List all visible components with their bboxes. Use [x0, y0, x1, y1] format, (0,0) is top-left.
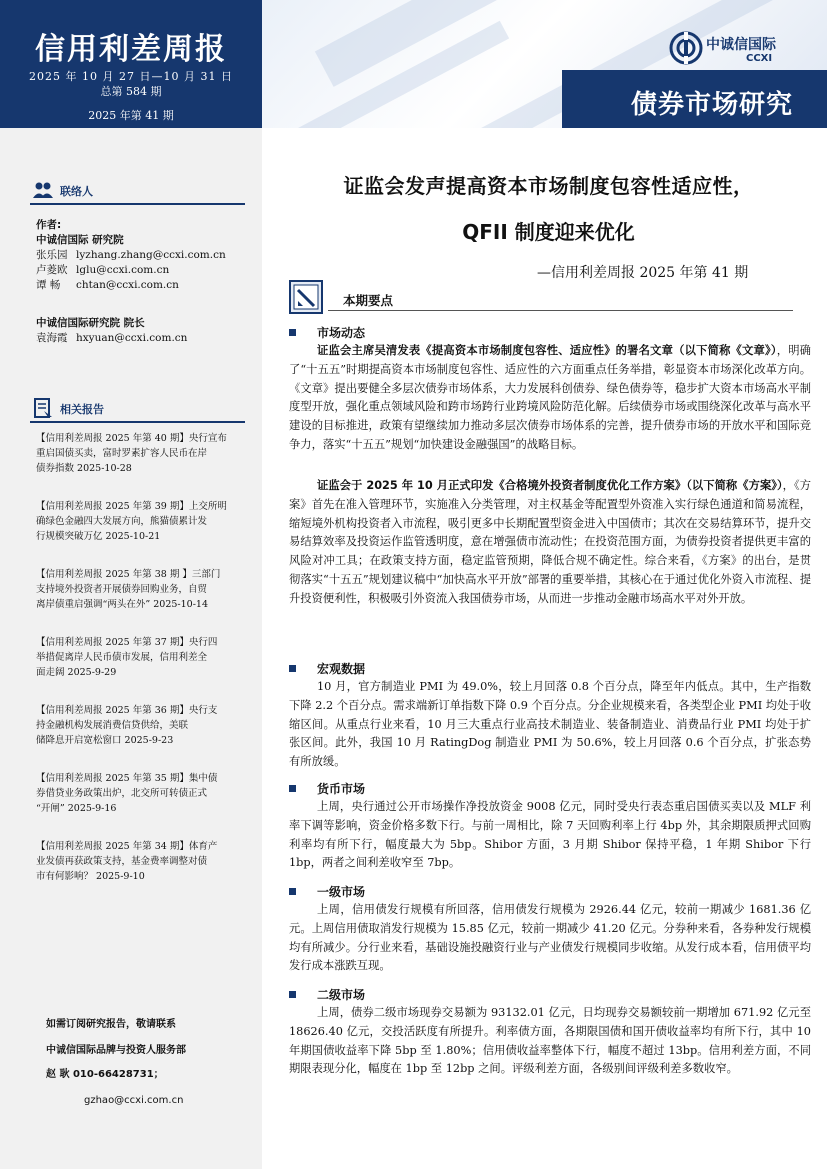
market-p1-lead: 证监会主席吴清发表《提高资本市场制度包容性、适应性》的署名文章（以下简称《文章》）: [317, 344, 777, 357]
ccxi-logo-mark: [668, 30, 704, 66]
author-org: 中诚信国际 研究院: [36, 234, 124, 246]
market-p1-body: ，明确了“十五五”时期提高资本市场制度包容性、适应性的六方面重点任务举措，彰显资本市场深化改革方向。《文章》提出要健全多层次债券市场体系，大力发展科创债券、绿色债券等，稳步扩大资本市场高水平制度型开放，强化重点领域风险和跨市场跨行业跨境风险防范化解。后续债券市场或围绕深化改革与高水平建设的目标推进，政策有望继续加力推动多层次债券市场体系的完善，提升债券市场的开放水平和国际竞争力，落实“十五五”规划“加快建设金融强国”的战略目标。: [289, 344, 811, 451]
issue-number: 2025 年第 41 期: [88, 109, 174, 122]
report-line: 重启国债买卖，富时罗素扩容人民币在岸: [36, 448, 208, 459]
section-title: 二级市场: [317, 988, 366, 1002]
report-line: “开闸” 2025-9-16: [36, 803, 117, 814]
logo-text-cn: 中诚信国际: [706, 37, 776, 53]
report-line: 持金融机构发展消费信贷供给，美联: [36, 720, 189, 731]
related-reports-heading: [30, 393, 245, 423]
section-bullet: [289, 991, 296, 998]
related-report-item[interactable]: [36, 771, 242, 816]
report-subtitle: —信用利差周报 2025 年第 41 期: [537, 265, 749, 281]
macro-paragraph: 10 月，官方制造业 PMI 为 49.0%，较上月回落 0.8 个百分点，降至年内低点。其中，生产指数下降 2.2 个百分点。需求端新订单指数下降 0.9 个百分点。分企业规模来看，各类型企业 PMI 均处于收缩区间。从重点行业来看，10 月三大重点行业高技术制造业、装备制造业、消费品行业 PMI 均处于扩张区间。此外，我国 10 月 RatingDog 制造业 PMI 为 50.6%，较上月回落 0.6 个百分点，扩张态势有所放缓。: [289, 680, 811, 769]
summary-divider: [328, 310, 793, 311]
related-report-item[interactable]: [36, 567, 242, 612]
report-line: 【信用利差周报 2025 年第 39 期】上交所明: [36, 501, 227, 512]
author-name: 张乐园: [36, 249, 68, 261]
section-title: 宏观数据: [317, 662, 366, 676]
primary-market-paragraph: 上周，信用债发行规模有所回落，信用债发行规模为 2926.44 亿元，较前一期减少 1681.36 亿元。上周信用债取消发行规模为 15.85 亿元，较前一期减少 41.20 亿元。分券种来看，各券种发行规模均有所减少。分行业来看，基础设施投融资行业与产业债发行规模同步收缩。从发行成本看，信用债平均发行成本涨跌互现。: [289, 903, 811, 973]
author-row: [36, 248, 256, 263]
director-org: 中诚信国际研究院 院长: [36, 317, 145, 329]
report-line: 【信用利差周报 2025 年第 35 期】集中债: [36, 773, 218, 784]
author-email[interactable]: lglu@ccxi.com.cn: [76, 264, 170, 276]
report-header: [0, 0, 827, 128]
total-issue-number: 总第 584 期: [100, 85, 162, 98]
section-title: 市场动态: [317, 326, 366, 340]
report-line: 离岸债重启强调“两头在外” 2025-10-14: [36, 599, 209, 610]
section-bullet: [289, 665, 296, 672]
contacts-heading: [30, 175, 245, 205]
report-title-line2: QFII 制度迎来优化: [462, 220, 635, 244]
related-report-item[interactable]: [36, 431, 242, 476]
author-row: [36, 263, 256, 278]
related-report-item[interactable]: [36, 635, 242, 680]
report-line: 业发债再获政策支持，基金费率调整对债: [36, 856, 208, 867]
summary-label: 本期要点: [343, 293, 394, 308]
director-row: [36, 331, 256, 346]
market-p2-body: ，《方案》首先在准入管理环节，实施准入分类管理，对主权基金等配置型外资准入实行绿色通道和简易流程，缩短境外机构投资者入市流程，吸引更多中长期配置型资金进入中国债市；其次在交易结算环节，提升交易结算效率及投资运作监管透明度，意在增强债市流动性；在投资范围方面，为债券投资者提供更丰富的风险对冲工具；在政策支持方面，稳定监管预期，降低合规不确定性。综合来看，《方案》的出台，是贯彻落实“十五五”规划建议稿中“加快高水平开放”部署的重要举措，其核心在于通过优化外资入市流程、提升投资便利性，积极吸引外资流入我国债券市场，从而进一步推动金融市场高水平对外开放。: [289, 479, 811, 605]
report-icon: [32, 397, 54, 419]
report-line: 【信用利差周报 2025 年第 37 期】央行四: [36, 637, 218, 648]
contacts-label: 联络人: [60, 185, 93, 198]
related-report-item[interactable]: [36, 499, 242, 544]
secondary-market-paragraph: 上周，债券二级市场现券交易额为 93132.01 亿元，日均现券交易额较前一期增加 671.92 亿元至 18626.40 亿元，交投活跃度有所提升。利率债方面，各期限国债和国开债收益率均有所下行，其中 10 年期国债收益率下降 5bp 至 1.80%；信用债收益率整体下行，幅度不超过 13bp。信用利差方面，不同期限表现分化，幅度在 1bp 至 12bp 之间。评级利差方面，各级别间评级利差多数收窄。: [289, 1006, 811, 1076]
related-report-item[interactable]: [36, 839, 242, 884]
section-bullet: [289, 329, 296, 336]
report-line: 债券指数 2025-10-28: [36, 463, 132, 474]
author-name: 卢菱欧: [36, 264, 68, 276]
contact-person: 赵 耿 010-66428731；: [46, 1069, 164, 1080]
report-title-line1: 证监会发声提高资本市场制度包容性适应性，: [343, 174, 754, 198]
ccxi-logo: [668, 30, 798, 70]
related-reports-label: 相关报告: [60, 403, 104, 416]
money-market-paragraph: 上周，央行通过公开市场操作净投放资金 9008 亿元，同时受央行表态重启国债买卖以及 MLF 利率下调等影响，资金价格多数下行。与前一周相比，除 7 天回购利率上行 4bp 外，其余期限质押式回购利率均有所下行，幅度最大为 5bp。Shibor 方面，3 月期 Shibor 保持平稳，1 年期 Shibor 下行 1bp，两者之间利差收窄至 7bp。: [289, 800, 811, 870]
authors-heading: 作者:: [36, 219, 62, 231]
report-line: 储降息开启宽松窗口 2025-9-23: [36, 735, 174, 746]
report-line: 行规模突破万亿 2025-10-21: [36, 531, 161, 542]
authors-block: [36, 218, 256, 346]
report-series-title: 信用利差周报: [35, 32, 227, 67]
report-line: 【信用利差周报 2025 年第 40 期】央行宣布: [36, 433, 227, 444]
section-title: 一级市场: [317, 885, 366, 899]
report-line: 【信用利差周报 2025 年第 34 期】体育产: [36, 841, 218, 852]
report-line: 市有何影响？ 2025-9-10: [36, 871, 145, 882]
market-paragraph-1: [289, 342, 811, 455]
author-name: 谭 畅: [36, 279, 61, 291]
section-bullet: [289, 785, 296, 792]
director-name: 袁海霞: [36, 332, 68, 344]
author-row: [36, 278, 256, 293]
subscribe-note: 如需订阅研究报告，敬请联系: [46, 1019, 176, 1030]
report-line: 【信用利差周报 2025 年第 38 期 】三部门: [36, 569, 221, 580]
related-report-item[interactable]: [36, 703, 242, 748]
report-line: 举措促离岸人民币债市发展，信用利差全: [36, 652, 208, 663]
director-email[interactable]: hxyuan@ccxi.com.cn: [76, 332, 188, 344]
summary-icon: [289, 280, 323, 314]
header-title-panel: [0, 0, 262, 128]
section-bullet: [289, 888, 296, 895]
report-line: 【信用利差周报 2025 年第 36 期】央行支: [36, 705, 218, 716]
market-paragraph-2: [289, 477, 811, 609]
report-line: 券借贷业务政策出炉，北交所可转债正式: [36, 788, 208, 799]
report-line: 面走阔 2025-9-29: [36, 667, 117, 678]
section-title: 债券市场研究: [630, 90, 793, 120]
logo-text-en: CCXI: [746, 53, 773, 64]
market-p2-lead: 证监会于 2025 年 10 月正式印发《合格境外投资者制度优化工作方案》（以下简称《方案》）: [317, 479, 783, 492]
contact-email[interactable]: gzhao@ccxi.com.cn: [84, 1095, 184, 1106]
date-range: 2025 年 10 月 27 日—10 月 31 日: [29, 70, 233, 83]
author-email[interactable]: chtan@ccxi.com.cn: [76, 279, 179, 291]
service-department: 中诚信国际品牌与投资人服务部: [46, 1045, 186, 1056]
author-email[interactable]: lyzhang.zhang@ccxi.com.cn: [76, 249, 226, 261]
report-line: 支持境外投资者开展债券回购业务，自贸: [36, 584, 208, 595]
section-title: 货币市场: [317, 782, 366, 796]
report-line: 确绿色金融四大发展方向，熊猫债累计发: [36, 516, 208, 527]
people-icon: [32, 179, 54, 201]
